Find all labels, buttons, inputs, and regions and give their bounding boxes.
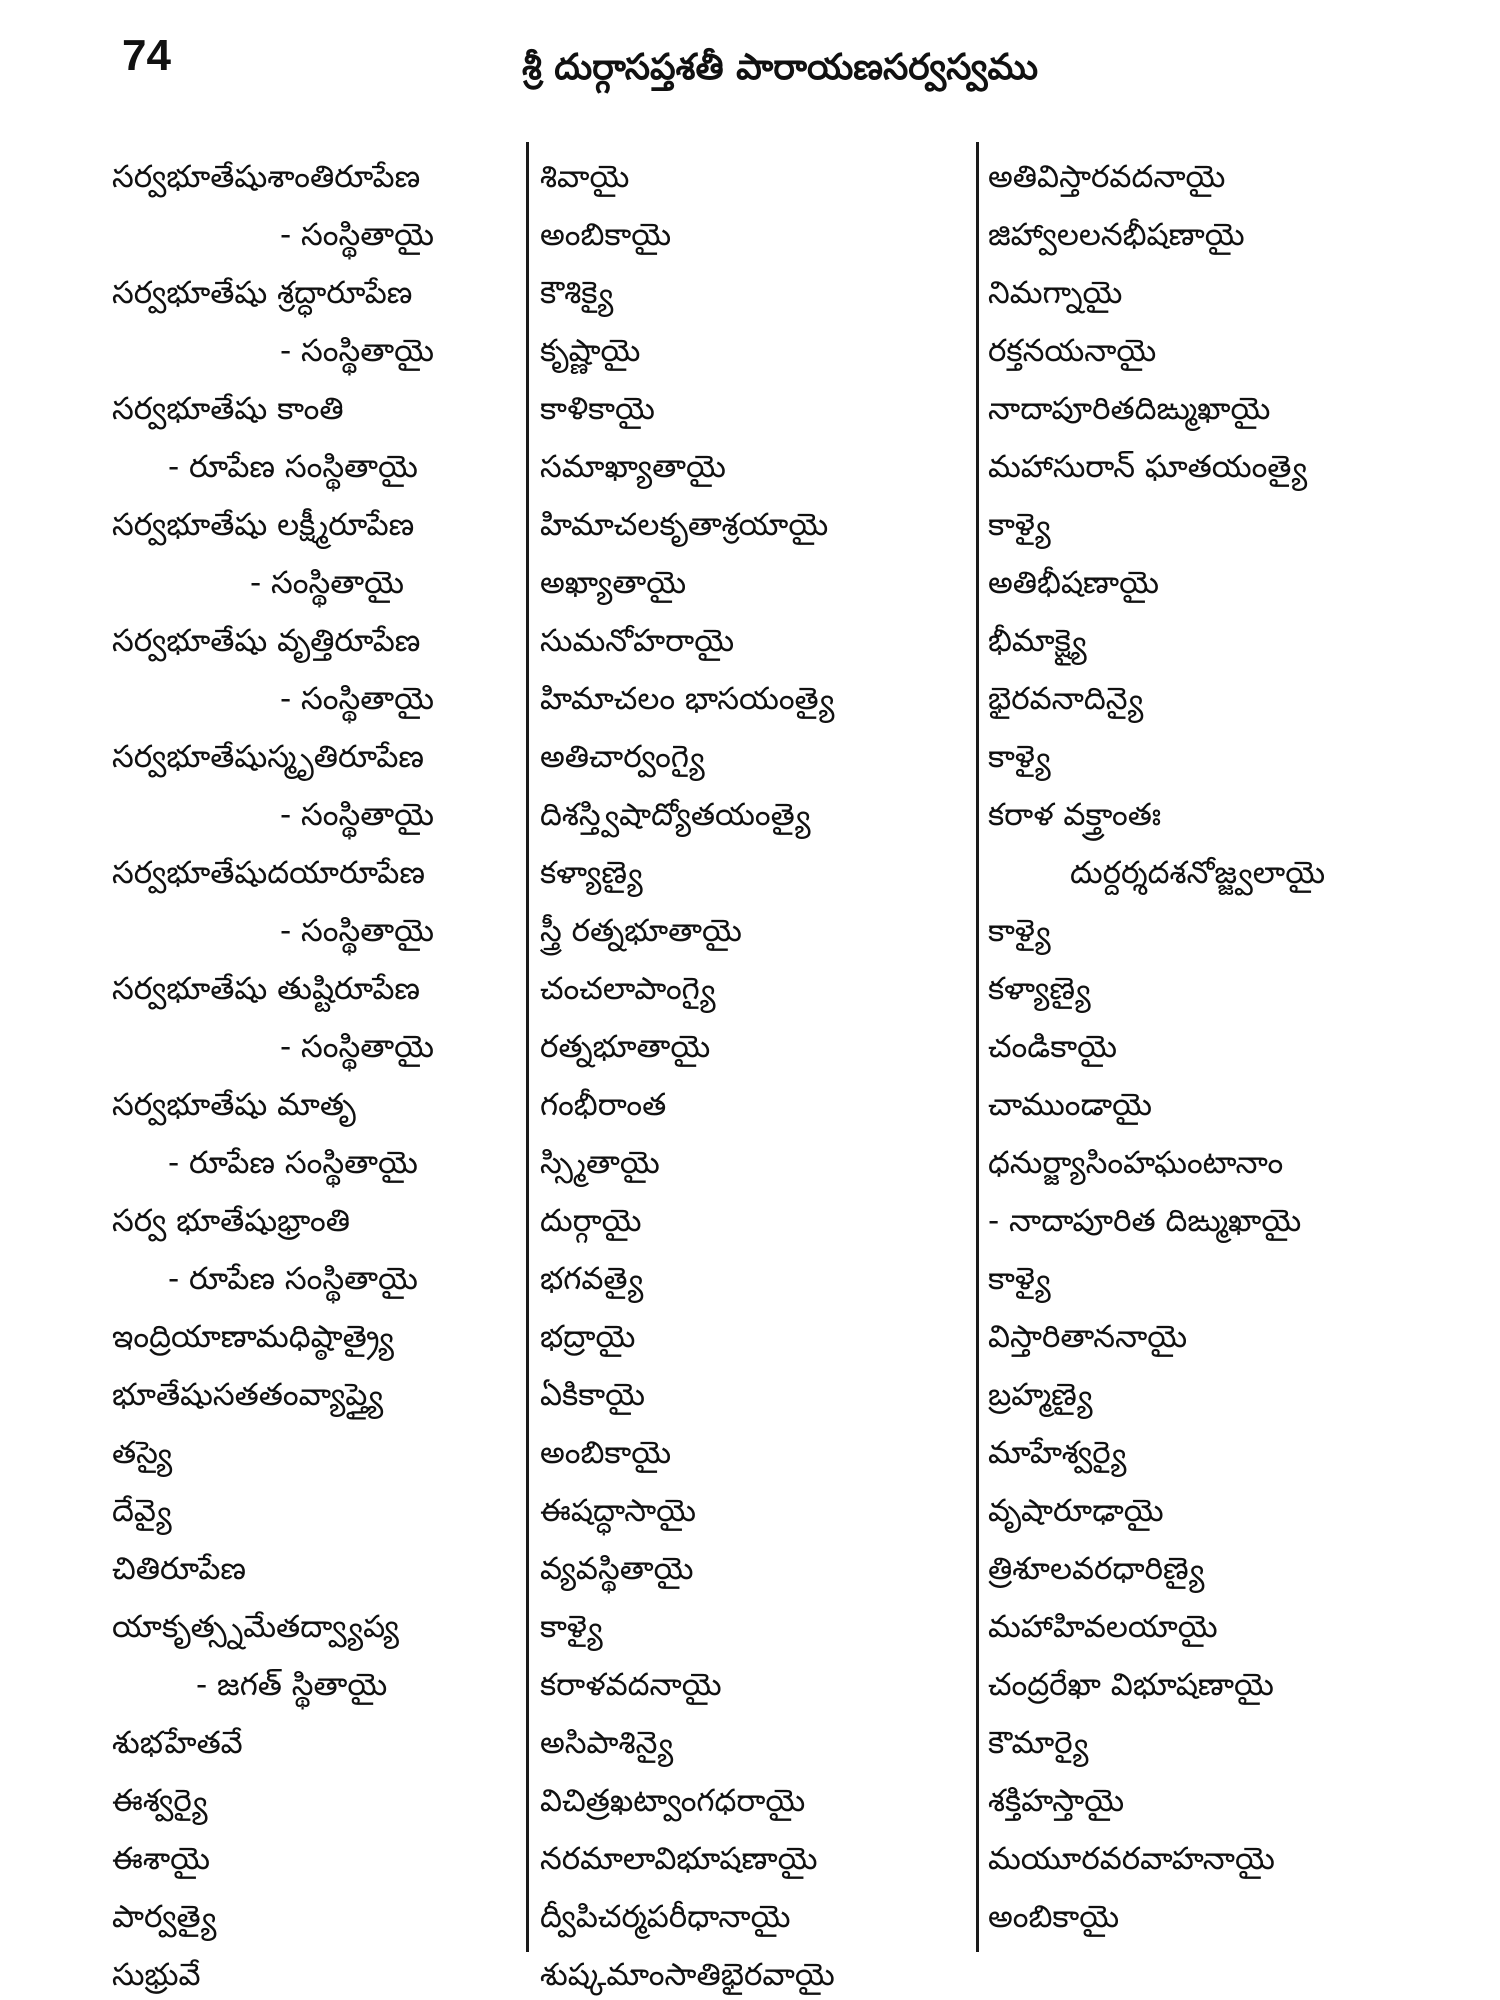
text-line: కృష్ణాయై xyxy=(540,333,641,369)
text-line: హిమాచలకృతాశ్రయాయై xyxy=(540,507,829,543)
text-line: నరమాలావిభూషణాయై xyxy=(540,1841,818,1877)
text-line: - సంస్థితాయై xyxy=(280,217,435,253)
text-line: ఈశ్వర్యై xyxy=(112,1783,208,1819)
text-line: చంచలాపాంగ్యై xyxy=(540,971,716,1007)
text-line: సర్వభూతేషు మాతృ xyxy=(112,1087,356,1123)
text-line: భూతేషుసతతంవ్యాప్త్యై xyxy=(112,1377,384,1413)
text-line: కరాళ వక్త్రాంతః xyxy=(988,797,1162,833)
text-line: దుర్గాయై xyxy=(540,1203,642,1239)
text-line: కౌమార్యై xyxy=(988,1725,1089,1761)
text-line: చండికాయై xyxy=(988,1029,1117,1065)
column-divider-right xyxy=(976,142,979,1952)
text-line: - నాదాపూరిత దిఙ్ముఖాయై xyxy=(988,1203,1302,1239)
text-line: సమాఖ్యాతాయై xyxy=(540,449,726,485)
text-line: కళ్యాణ్యై xyxy=(988,971,1091,1007)
text-column-2 xyxy=(540,148,970,2000)
running-title: శ్రీ దుర్గాసప్తశతీ పారాయణసర్వస్వము xyxy=(521,47,1039,88)
text-line: అసిపాశిన్యై xyxy=(540,1725,674,1761)
text-line: అతిభీషణాయై xyxy=(988,565,1160,601)
text-line: విస్తారితాననాయై xyxy=(988,1319,1188,1355)
text-line: అతిచార్వంగ్యై xyxy=(540,739,705,775)
text-column-3 xyxy=(988,148,1448,1946)
text-line: మాహేశ్వర్యై xyxy=(988,1435,1127,1471)
text-line: కౌశిక్యై xyxy=(540,275,614,311)
text-line: మహాహివలయాయై xyxy=(988,1609,1218,1645)
text-line: అంబికాయై xyxy=(540,217,672,253)
text-line: కాళ్యై xyxy=(540,1609,603,1645)
text-line: సుమనోహరాయై xyxy=(540,623,735,659)
text-line: సర్వభూతేషు లక్ష్మీరూపేణ xyxy=(112,507,415,543)
text-line: స్త్రీ రత్నభూతాయై xyxy=(540,913,742,949)
text-line: అతివిస్తారవదనాయై xyxy=(988,159,1226,195)
text-line: రక్తనయనాయై xyxy=(988,333,1157,369)
text-line: భద్రాయై xyxy=(540,1319,636,1355)
text-line: ధనుర్జ్యాసింహఘంటానాం xyxy=(988,1145,1284,1181)
text-column-1 xyxy=(112,148,516,2000)
text-line: ఇంద్రియాణామధిష్ఠాత్ర్యై xyxy=(112,1319,394,1355)
text-line: దిశస్త్విషాద్యోతయంత్యై xyxy=(540,797,811,833)
text-line: భగవత్యై xyxy=(540,1261,644,1297)
column-divider-left xyxy=(526,142,529,1952)
text-line: సర్వభూతేషుదయారూపేణ xyxy=(112,855,425,891)
text-line: సర్వభూతేషుశాంతిరూపేణ xyxy=(112,159,421,195)
text-line: వృషారూఢాయై xyxy=(988,1493,1164,1529)
text-line: యాకృత్స్నమేతద్వ్యాప్య xyxy=(112,1609,399,1645)
text-line: చితిరూపేణ xyxy=(112,1551,246,1587)
text-line: ద్వీపిచర్మపరీధానాయై xyxy=(540,1899,791,1935)
text-line: శక్తిహస్తాయై xyxy=(988,1783,1125,1819)
text-line: స్స్మితాయై xyxy=(540,1145,660,1181)
text-line: ఏకికాయై xyxy=(540,1377,645,1413)
text-line: త్రిశూలవరధారిణ్యై xyxy=(988,1551,1205,1587)
text-line: అఖ్యాతాయై xyxy=(540,565,687,601)
text-line: సర్వభూతేషు కాంతి xyxy=(112,391,344,427)
text-line: - సంస్థితాయై xyxy=(280,333,435,369)
text-line: శుష్కమాంసాతిభైరవాయై xyxy=(540,1957,835,1993)
text-line: ఈశాయై xyxy=(112,1841,211,1877)
text-line: నాదాపూరితదిఙ్ముఖాయై xyxy=(988,391,1271,427)
text-line: కాళ్యై xyxy=(988,507,1051,543)
text-line: - రూపేణ సంస్థితాయై xyxy=(168,1261,418,1297)
text-line: - రూపేణ సంస్థితాయై xyxy=(168,449,418,485)
text-line: వ్యవస్థితాయై xyxy=(540,1551,694,1587)
text-line: - రూపేణ సంస్థితాయై xyxy=(168,1145,418,1181)
text-line: జిహ్వాలలనభీషణాయై xyxy=(988,217,1245,253)
text-line: తస్యై xyxy=(112,1435,173,1471)
text-line: దుర్దర్శదశనోజ్జ్వలాయై xyxy=(1070,855,1326,891)
text-line: బ్రహ్మణ్యై xyxy=(988,1377,1093,1413)
text-line: నిమగ్నాయై xyxy=(988,275,1123,311)
text-line: హిమాచలం భాసయంత్యై xyxy=(540,681,835,717)
text-line: అంబికాయై xyxy=(988,1899,1120,1935)
text-line: మయూరవరవాహనాయై xyxy=(988,1841,1275,1877)
text-line: - సంస్థితాయై xyxy=(280,681,435,717)
text-line: చంద్రరేఖా విభూషణాయై xyxy=(988,1667,1274,1703)
text-line: సర్వభూతేషు శ్రద్ధారూపేణ xyxy=(112,275,413,311)
text-line: సర్వభూతేషు తుష్టిరూపేణ xyxy=(112,971,421,1007)
text-line: కళ్యాణ్యై xyxy=(540,855,643,891)
text-line: - సంస్థితాయై xyxy=(250,565,405,601)
text-line: - జగత్ స్థితాయై xyxy=(196,1667,388,1703)
text-line: కాళ్యై xyxy=(988,1261,1051,1297)
text-line: కాళ్యై xyxy=(988,739,1051,775)
text-line: ఈషద్ధాసాయై xyxy=(540,1493,697,1529)
text-line: సుభ్రువే xyxy=(112,1957,201,1993)
page-number: 74 xyxy=(122,31,171,80)
text-line: - సంస్థితాయై xyxy=(280,1029,435,1065)
text-line: మహాసురాన్ ఘాతయంత్యై xyxy=(988,449,1308,485)
text-line: భీమాక్ష్యై xyxy=(988,623,1087,659)
text-line: విచిత్రఖట్వాంగధరాయై xyxy=(540,1783,806,1819)
text-line: - సంస్థితాయై xyxy=(280,797,435,833)
text-line: దేవ్యై xyxy=(112,1493,172,1529)
text-line: గంభీరాంత xyxy=(540,1087,667,1123)
text-line: కాళికాయై xyxy=(540,391,655,427)
text-line: కరాళవదనాయై xyxy=(540,1667,722,1703)
text-line: శివాయై xyxy=(540,159,630,195)
text-line: కాళ్యై xyxy=(988,913,1051,949)
text-line: అంబికాయై xyxy=(540,1435,672,1471)
text-line: సర్వ భూతేషుభ్రాంతి xyxy=(112,1203,350,1239)
text-line: - సంస్థితాయై xyxy=(280,913,435,949)
text-line: శుభహేతవే xyxy=(112,1725,243,1761)
text-line: సర్వభూతేషు వృత్తిరూపేణ xyxy=(112,623,421,659)
text-line: సర్వభూతేషుస్మృతిరూపేణ xyxy=(112,739,424,775)
text-line: చాముండాయై xyxy=(988,1087,1152,1123)
text-line: భైరవనాదిన్యై xyxy=(988,681,1144,717)
text-line: పార్వత్యై xyxy=(112,1899,217,1935)
text-line: రత్నభూతాయై xyxy=(540,1029,711,1065)
